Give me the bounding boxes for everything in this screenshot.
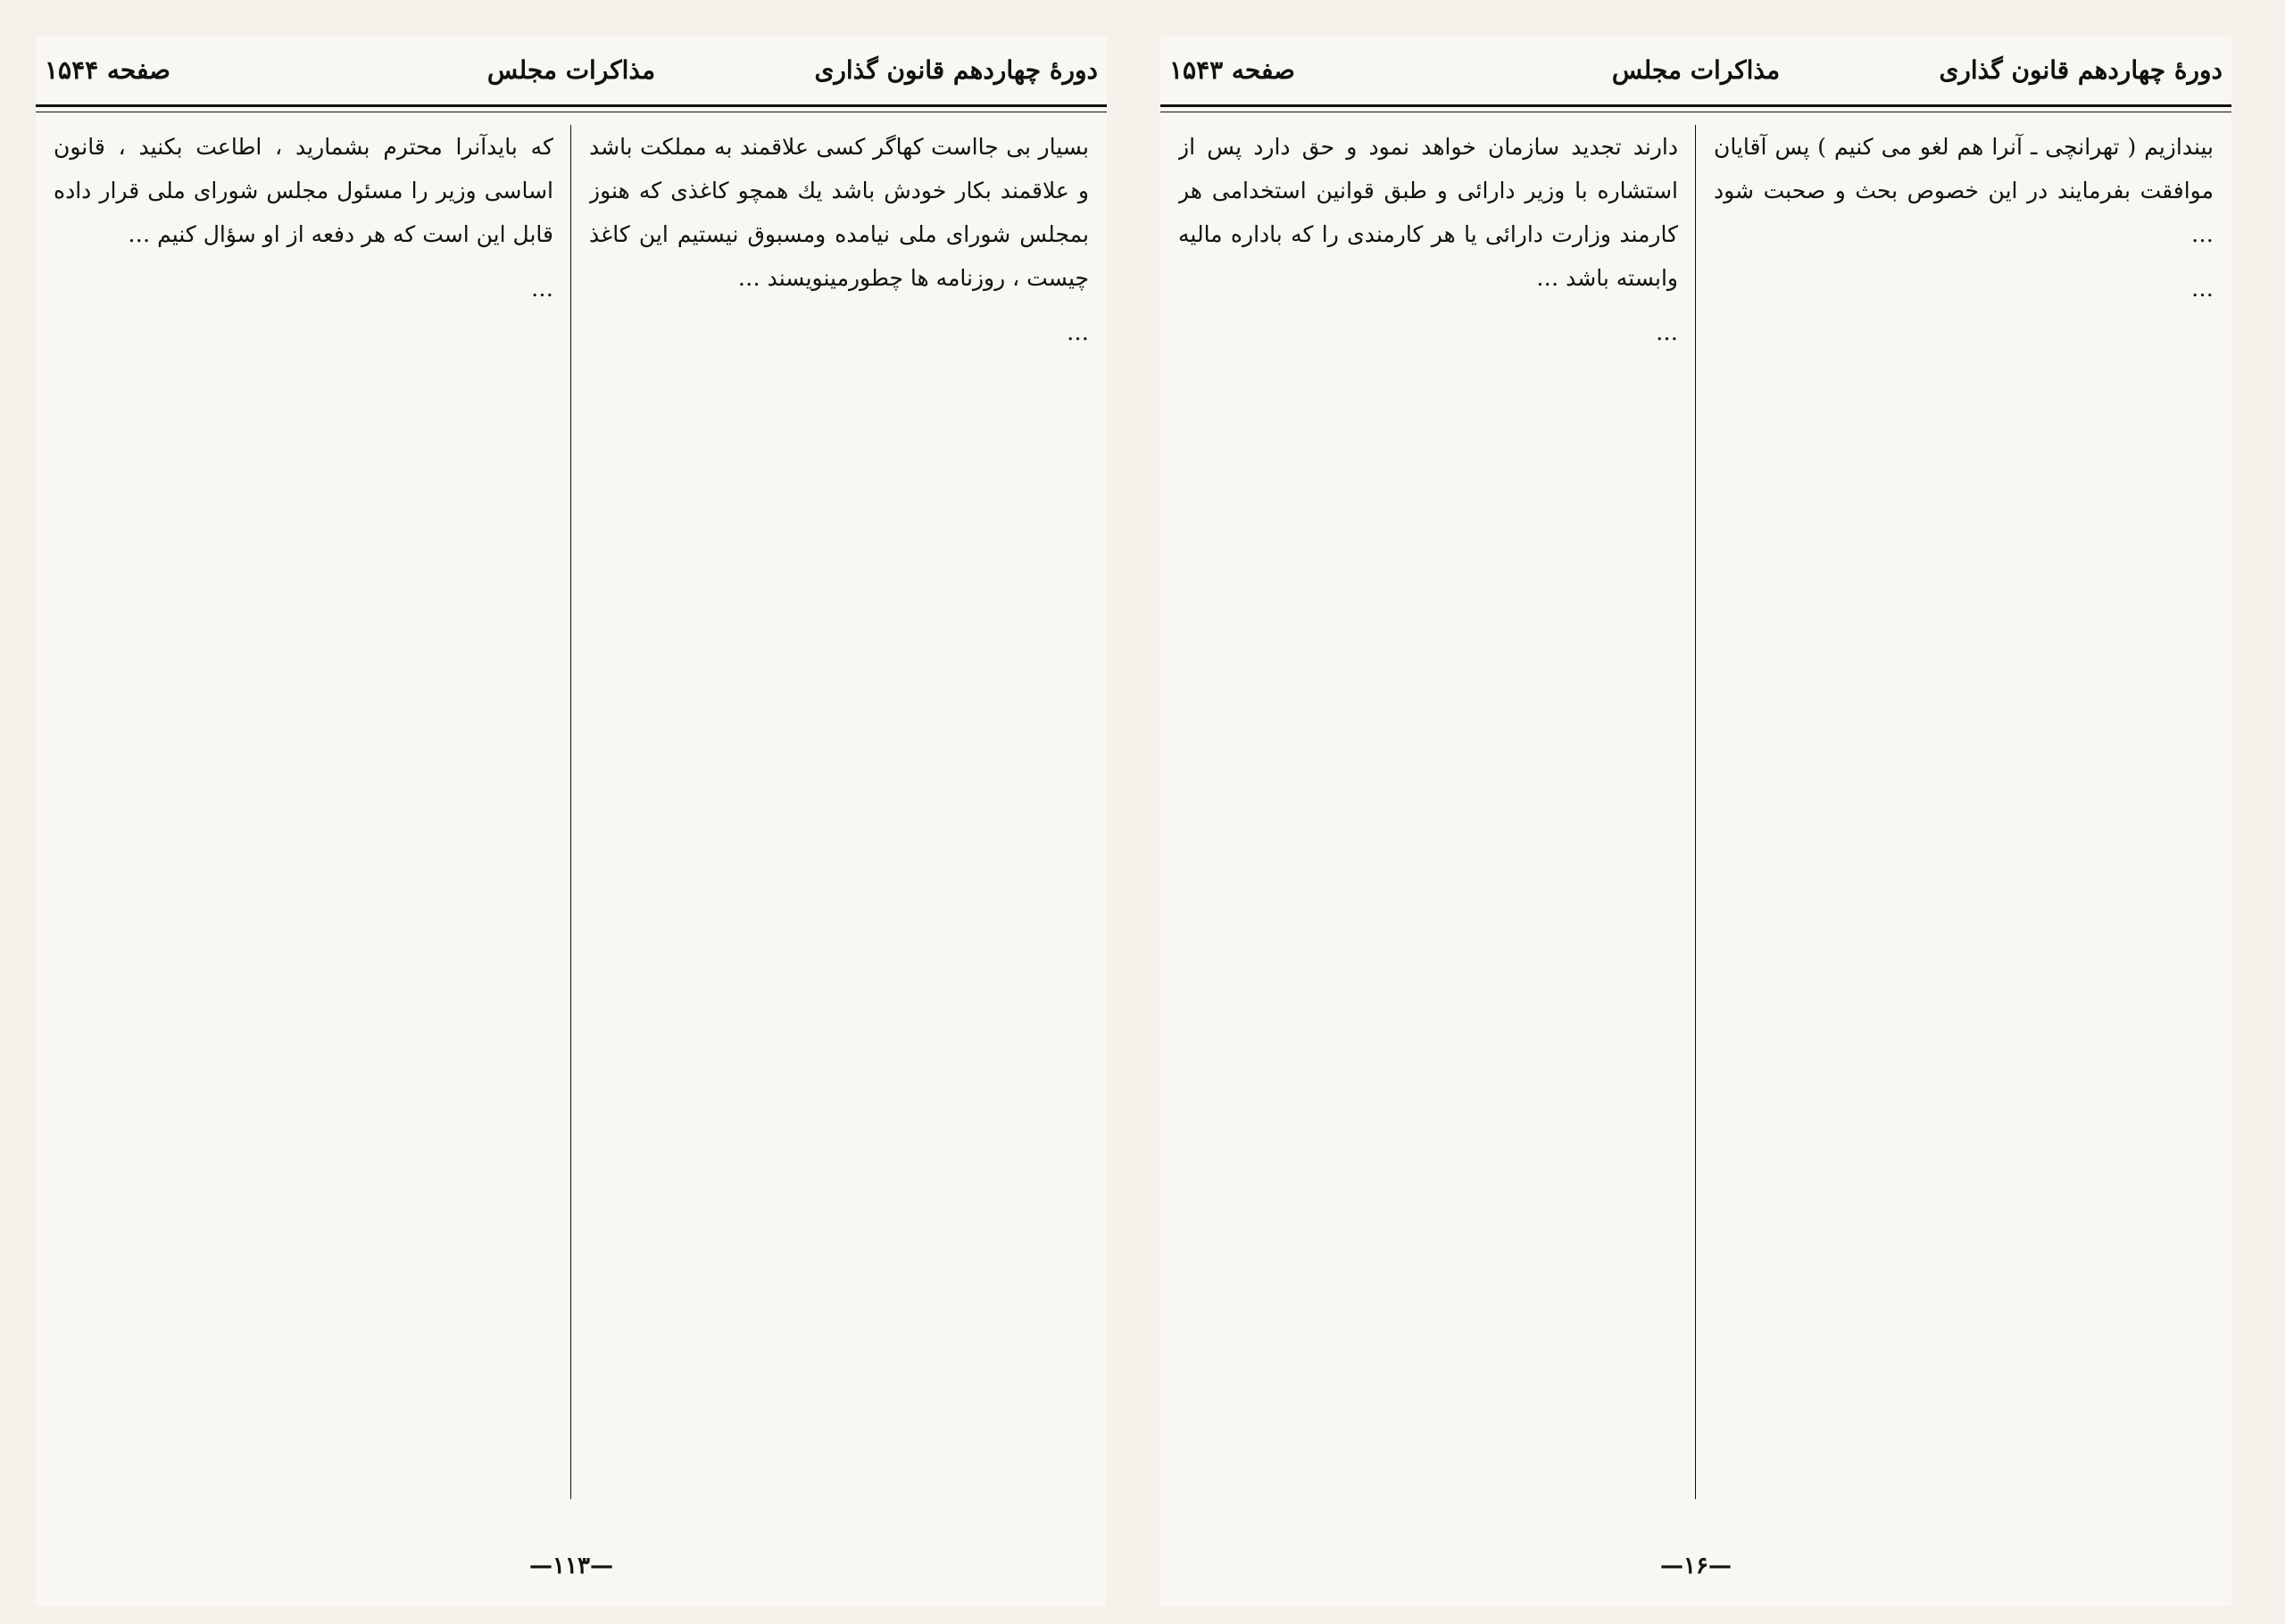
left-page-header <box>36 45 1107 107</box>
paragraph: … <box>2191 276 2214 302</box>
paragraph: دارند تجدید سازمان خواهد نمود و حق دارد پس از استشاره با وزیر دارائی و طبق قوانین استخدامی هر کارمند وزارت دارائی یا هر کارمندی را که باداره مالیه وابسته باشد … <box>1178 134 1678 291</box>
paragraph: بسیار بی جااست کهاگر کسی علاقمند به مملکت باشد و علاقمند بکار خودش باشد یك همچو کاغذی که هنوز بمجلس شورای ملی نیامده ومسبوق نیستیم این کاغذ چیست ، روزنامه ها چطورمینویسند … <box>589 134 1089 291</box>
header-rule <box>36 104 1107 107</box>
left-page-left-column <box>54 125 553 1499</box>
right-header-series: دورهٔ چهاردهم قانون گذاری <box>1939 55 2223 85</box>
right-page-left-column <box>1178 125 1678 1499</box>
right-page-header <box>1160 45 2231 107</box>
header-rule <box>1160 104 2231 107</box>
right-page-footer-number: —۱۶— <box>1660 1553 1732 1579</box>
right-header-page-number: صفحه ۱۵۴۳ <box>1169 55 1295 85</box>
column-divider <box>1695 125 1696 1499</box>
paragraph: … <box>1067 319 1089 345</box>
left-page-right-column <box>589 125 1089 1499</box>
column-divider <box>570 125 571 1499</box>
right-page <box>1160 36 2231 1606</box>
paragraph: … <box>531 276 553 302</box>
paragraph: بیندازیم ( تهرانچی ـ آنرا هم لغو می کنیم ) پس آقایان موافقت بفرمایند در این خصوص بحث و صحبت شود … <box>1714 134 2214 247</box>
paragraph: که بایدآنرا محترم بشمارید ، اطاعت بکنید ، قانون اساسی وزیر را مسئول مجلس شورای ملی قرار داده قابل این است که هر دفعه از او سؤال کنیم … <box>54 134 553 247</box>
right-page-right-column <box>1714 125 2214 1499</box>
left-header-title: مذاکرات مجلس <box>486 55 656 85</box>
paragraph: … <box>1656 319 1678 345</box>
right-header-title: مذاکرات مجلس <box>1611 55 1781 85</box>
left-header-series: دورهٔ چهاردهم قانون گذاری <box>814 55 1098 85</box>
left-page <box>36 36 1107 1606</box>
left-header-page-number: صفحه ۱۵۴۴ <box>45 55 170 85</box>
left-page-footer-number: —۱۱۳— <box>529 1553 613 1579</box>
